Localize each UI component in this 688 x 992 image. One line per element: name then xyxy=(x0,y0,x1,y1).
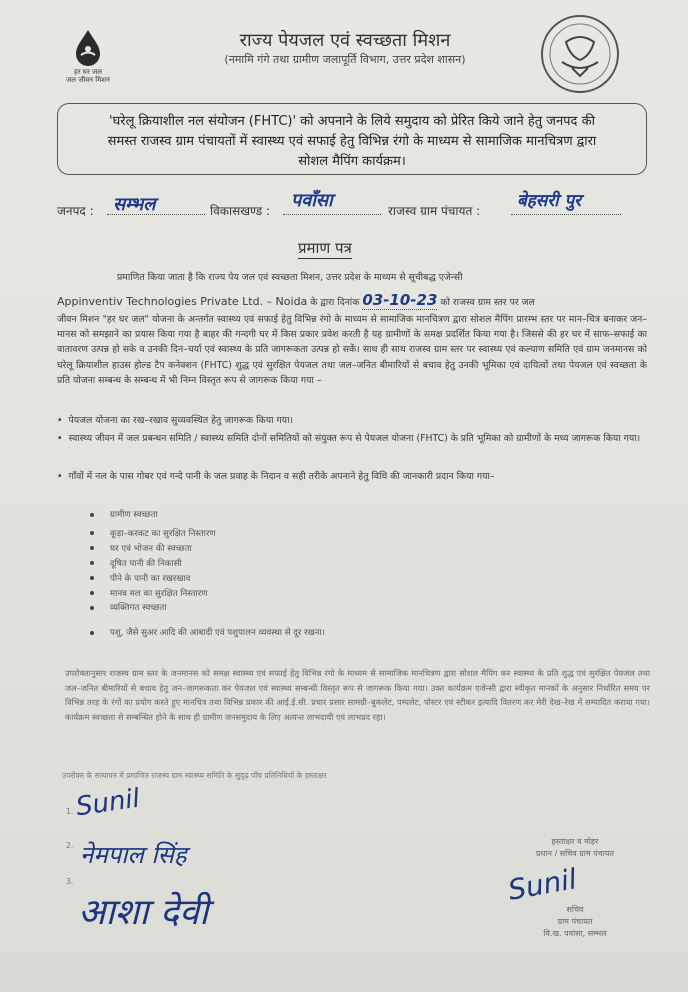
signature-number-2: 2. xyxy=(66,841,74,850)
bullet-item: • गाँवों में नल के पास गोबर एवं गन्दे पानी के जल प्रवाह के निदान व सही तरीके अपनाने हेतु विधि की जानकारी प्रदान किया गया– xyxy=(57,470,667,484)
list-item: व्यक्तिगत स्वच्छता xyxy=(90,601,650,616)
agency-name: Appinventiv Technologies Private Ltd. – Noida xyxy=(57,295,308,308)
signature-2: नेमपाल सिंह xyxy=(80,841,187,869)
programme-date: 03-10-23 xyxy=(362,291,438,309)
pradhan-signature: Sunil xyxy=(505,862,580,907)
signature-3: आशा देवी xyxy=(78,892,209,933)
programme-line-1: 'घरेलू क्रियाशील नल संयोजन (FHTC)' को अपनाने के लिये समुदाय को प्रेरित किये जाने हेतु जनपद की xyxy=(109,114,595,129)
signature-1: Sunil xyxy=(74,783,142,823)
up-government-seal-icon xyxy=(538,12,622,96)
water-drop-icon xyxy=(72,28,104,68)
list-item: घर एवं भोजन की स्वच्छता xyxy=(90,542,650,557)
logo-tagline-1: हर घर जल xyxy=(74,68,102,76)
location-fields xyxy=(57,192,657,222)
stamp-designation: सचिव ग्राम पंचायत वि.ख. पवांसा, सम्भल xyxy=(543,905,607,938)
certificate-title: प्रमाण पत्र xyxy=(298,239,352,257)
bullet-item: • पेयजल योजना का रख–रखाव सुव्यवस्थित हेतु जागरूक किया गया। xyxy=(57,414,647,428)
header-title: राज्य पेयजल एवं स्वच्छता मिशन xyxy=(239,30,451,51)
gram-panchayat-label: राजस्व ग्राम पंचायत : xyxy=(388,204,481,218)
date-suffix: को राजस्व ग्राम स्तर पर जल xyxy=(440,297,535,308)
certificate-intro: प्रमाणित किया जाता है कि राज्य पेय जल एवं स्वच्छता मिशन, उत्तर प्रदेश के माध्यम से सूचीबद्ध एजेन्सी xyxy=(117,272,463,283)
header-subtitle: (नमामि गंगे तथा ग्रामीण जलापूर्ति विभाग, उत्तर प्रदेश शासन) xyxy=(224,53,466,66)
certificate-company-line xyxy=(57,293,647,310)
certificate-para-line1 xyxy=(57,270,647,285)
block-value: पवाँसा xyxy=(291,190,333,211)
programme-line-3: सोशल मैपिंग कार्यक्रम। xyxy=(298,154,406,169)
gram-panchayat-value: बेहसरी पुर xyxy=(517,191,582,211)
list-item: दूषित पानी की निकासी xyxy=(90,557,650,572)
signature-number-3: 3. xyxy=(66,877,74,886)
verification-note: उपरोक्त के सत्यापन में प्रमाणित राजस्व ग्राम स्वास्थ्य समिति के सुदृढ़ पाँच प्रतिनिधियों के हस्ताक्षर xyxy=(62,771,327,780)
list-item: मानव मल का सुरक्षित निस्तारण xyxy=(90,587,650,602)
block-label: विकासखण्ड : xyxy=(210,204,271,218)
janpad-value: सम्भल xyxy=(113,194,156,215)
programme-title-box xyxy=(57,103,647,175)
sub-item-list xyxy=(90,508,650,641)
list-item: ग्रामीण स्वच्छता xyxy=(90,508,650,523)
bullet-item: • स्वास्थ्य जीवन में जल प्रबन्धन समिति / स्वास्थ्य समिति दोनों समितियों को संयुक्त रूप से पेयजल योजना (FHTC) के प्रति भूमिका को ग्रामीणों के मध्य जागरूक किया गया। xyxy=(57,432,647,462)
official-stamp: हस्ताक्षर व मोहर प्रधान / सचिव ग्राम पंचायत xyxy=(535,837,615,858)
certificate-body: जीवन मिशन "हर घर जल" योजना के अन्तर्गत स्वास्थ्य एवं सफाई हेतु विभिन्न रंगो के माध्यम से सामाजिक मानचित्रण द्वारा सोशल मैपिंग प्रारम्भ स्तर पर मान–चित्र बनाकर जन–मानस को समझाने का प्रयास किया गया है बाहर की गन्दगी घर में किस प्रकार प्रवेश करती है यह ग्रामीणों के समक्ष प्रदर्शित किया गया है। जिससे की हर घर में साफ–सफाई का वातावरण उत्पन्न हो सके व उनकी दिन–चर्या एवं स्वास्थ्य के प्रति जागरूकता उत्पन्न हो सकें। साथ ही साथ राजस्व ग्राम स्तर पर स्वास्थ्य एवं कल्याण समिति एवं ग्राम जनमानस को घरेलू क्रियाशील हाउस होल्ड टैप कनेक्शन (FHTC) शुद्ध एवं सुरक्षित पेयजल तथा जल–जनित बीमारियों से बचाव हेतु उनकी भूमिका एवं दायित्वों तथा पेयजल एवं स्वच्छता के प्रति योजना सम्बन्ध के सम्बन्ध में भी निम्न विस्तृत रूप से जागरूक किया गया – xyxy=(57,314,647,386)
signature-number-1: 1. xyxy=(66,807,74,816)
list-item: कूड़ा–करकट का सुरक्षित निस्तारण xyxy=(90,527,650,542)
date-prefix: के द्वारा दिनांक xyxy=(310,297,360,308)
closing-paragraph: उपरोक्तानुसार राजस्व ग्राम स्तर के जनमानस को समक्ष स्वास्थ्य एवं सफाई हेतु विभिन्न रंगो के माध्यम से सामाजिक मानचित्रण द्वारा सोशल मैपिंग कर स्वास्थ्य के प्रति शुद्ध एवं सुरक्षित पेयजल तथा जल–जनित बीमारियों से बचाव हेतु जन–जागरूकता कर पेयजल एवं स्वास्थ्य सम्बन्धी विस्तृत रूप से जागरूक किया गया। उक्त कार्यक्रम एजेन्सी द्वारा स्वीकृत मानकों के अनुसार निर्धारित समय पर विभिन्न तरह के रंगों का प्रयोग करते हुए मानचित्र तथा विभिन्न प्रकार की आई.ई.सी. प्रचार प्रसार सामग्री–बुकलेट, पम्पलेट, पोस्टर एवं स्टीकर इत्यादि वितरण कर मेरी देख–रेख में सम्पादित कराया गया। कार्यक्रम स्वच्छता से सम्बन्धित होने के साथ ही ग्रामीण जनसमुदाय के लिए अत्यन्त लाभदायी एवं लाभप्रद रहा। xyxy=(65,668,650,722)
jal-jeevan-logo xyxy=(58,28,118,84)
janpad-label: जनपद : xyxy=(57,204,94,218)
list-item: पीने के पानी का रखरखाव xyxy=(90,572,650,587)
logo-tagline-2: जल जीवन मिशन xyxy=(66,76,110,84)
list-item: पशु, जैसे सुअर आदि की आबादी एवं पशुपालन व्यवस्था से दूर रखना। xyxy=(90,626,650,641)
programme-line-2: समस्त राजस्व ग्राम पंचायतों में स्वास्थ्य एवं सफाई हेतु विभिन्न रंगो के माध्यम से सामाजिक मानचित्रण द्वारा xyxy=(107,134,597,149)
